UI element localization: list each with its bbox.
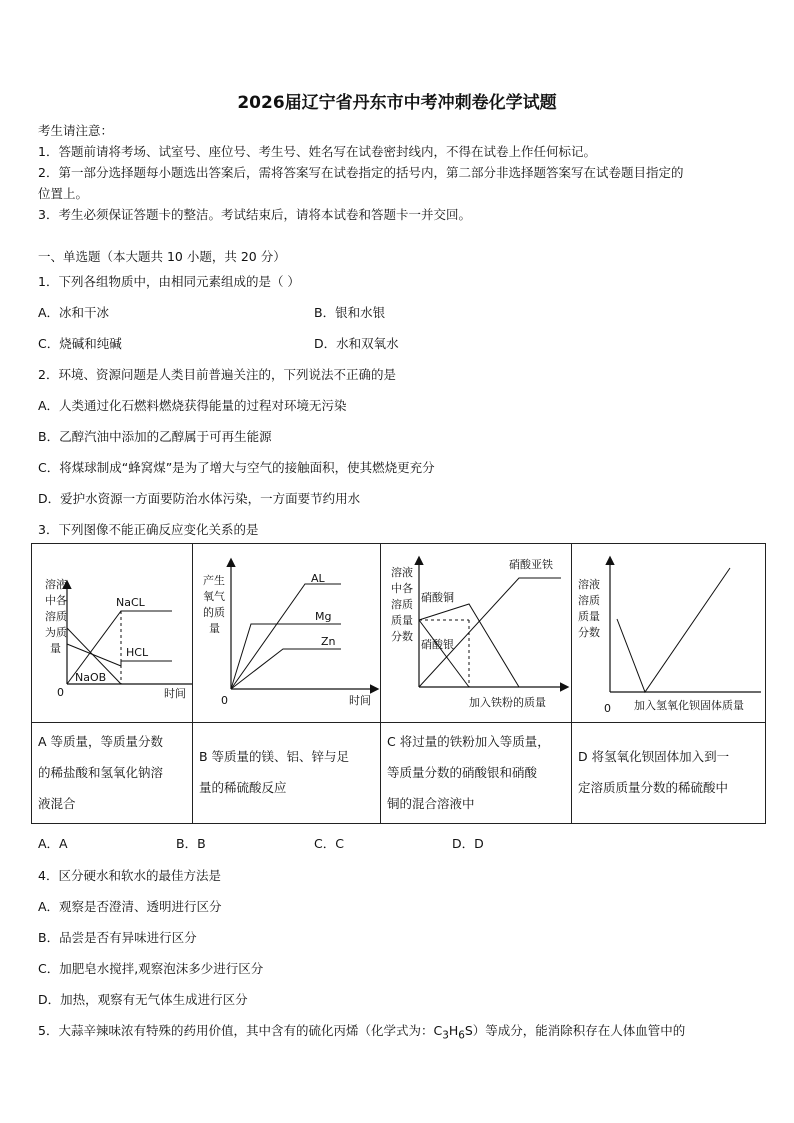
graph-d-ylabel-0: 溶液 — [578, 578, 600, 591]
caption-a — [32, 723, 193, 824]
q2-option-a: A．人类通过化石燃料燃烧获得能量的过程对环境无污染 — [38, 398, 347, 413]
graph-b-ylabel-2: 的质 — [203, 606, 225, 619]
q5-stem-pre: 5．大蒜辛辣味浓有特殊的药用价值，其中含有的硫化丙烯（化学式为：C — [38, 1023, 443, 1038]
graph-a-origin: 0 — [57, 686, 64, 699]
caption-a-line-3: 液混合 — [38, 796, 76, 811]
graph-d-ylabel-1: 溶质 — [578, 594, 600, 607]
caption-a-line-1: A 等质量，等质量分数 — [38, 734, 164, 749]
graph-d-ylabel-3: 分数 — [578, 626, 600, 639]
graph-d-cell — [572, 544, 766, 723]
graph-d — [572, 544, 765, 722]
graph-c-ylabel-1: 中各 — [391, 582, 413, 595]
caption-d-line-1: D 将氢氧化钡固体加入到一 — [578, 749, 730, 764]
graph-a-cell — [32, 544, 193, 723]
graph-d-ylabel-2: 质量 — [578, 610, 600, 623]
graph-b — [193, 544, 380, 722]
q2-option-d: D．爱护水资源一方面要防治水体污染，一方面要节约用水 — [38, 491, 361, 506]
graph-d-origin: 0 — [604, 702, 611, 715]
notice-item-2: 2．第一部分选择题每小题选出答案后，需将答案写在试卷指定的括号内，第二部分非选择题答案写在试卷题目指定的 — [38, 165, 684, 180]
caption-d — [572, 723, 766, 824]
q4-option-c: C．加肥皂水搅拌,观察泡沫多少进行区分 — [38, 961, 264, 976]
graph-a-label-nacl: NaCL — [116, 596, 145, 609]
q3-option-c: C．C — [314, 836, 344, 851]
graph-a-ylabel-3: 为质 — [45, 626, 67, 639]
graph-c-xlabel: 加入铁粉的质量 — [469, 696, 546, 709]
q3-figure-table — [31, 543, 766, 824]
caption-c-line-3: 铜的混合溶液中 — [387, 796, 475, 811]
q3-option-a: A．A — [38, 836, 68, 851]
q5-sub-1: 3 — [442, 1029, 449, 1042]
graph-b-xlabel: 时间 — [349, 694, 371, 707]
graph-b-cell — [193, 544, 381, 723]
graph-c-ylabel-4: 分数 — [391, 630, 413, 643]
graph-a-label-naoh: NaOB — [75, 671, 107, 684]
graph-c-ylabel-0: 溶液 — [391, 566, 413, 579]
q5-sub-2: 6 — [458, 1029, 465, 1042]
q1-option-c: C．烧碱和纯碱 — [38, 336, 122, 351]
graph-a-ylabel-0: 溶液 — [45, 578, 67, 591]
q1-option-a: A．冰和干冰 — [38, 305, 110, 320]
graph-c-label-fe-nitrate: 硝酸亚铁 — [509, 558, 553, 571]
q4-stem: 4．区分硬水和软水的最佳方法是 — [38, 868, 221, 883]
graph-a-ylabel-4: 量 — [50, 642, 61, 655]
page-title: 2026届辽宁省丹东市中考冲刺卷化学试题 — [237, 93, 557, 113]
graph-b-ylabel-0: 产生 — [203, 574, 225, 587]
graph-a — [32, 544, 192, 722]
graph-b-ylabel-3: 量 — [209, 622, 220, 635]
graph-c-ylabel-2: 溶质 — [391, 598, 413, 611]
graph-a-ylabel-1: 中各 — [45, 594, 67, 607]
q4-option-a: A．观察是否澄清、透明进行区分 — [38, 899, 222, 914]
q2-option-b: B．乙醇汽油中添加的乙醇属于可再生能源 — [38, 429, 272, 444]
graph-c-label-ag-nitrate: 硝酸银 — [421, 638, 454, 651]
graph-c-line-ag-nitrate — [419, 620, 469, 687]
graph-d-line — [617, 568, 730, 692]
graph-b-line-mg — [231, 624, 341, 689]
notice-header: 考生请注意： — [38, 123, 114, 138]
q5-stem — [38, 1021, 685, 1042]
graph-a-ylabel-2: 溶质 — [45, 610, 67, 623]
graph-c-label-cu-nitrate: 硝酸铜 — [421, 591, 454, 604]
notice-item-2-cont: 位置上。 — [38, 186, 89, 201]
caption-a-line-2: 的稀盐酸和氢氧化钠溶 — [38, 765, 164, 780]
q5-stem-post: S）等成分，能消除积存在人体血管中的 — [464, 1023, 686, 1038]
graph-a-xlabel: 时间 — [164, 687, 186, 700]
q1-option-b: B．银和水银 — [314, 305, 386, 320]
q2-option-c: C．将煤球制成“蜂窝煤”是为了增大与空气的接触面积，使其燃烧更充分 — [38, 460, 435, 475]
graph-b-ylabel-1: 氧气 — [203, 590, 225, 603]
graph-d-xlabel: 加入氢氧化钡固体质量 — [634, 699, 744, 712]
q1-option-d: D．水和双氧水 — [314, 336, 399, 351]
graph-b-line-zn — [231, 649, 341, 689]
q3-option-d: D．D — [452, 836, 484, 851]
caption-b-line-1: B 等质量的镁、铝、锌与足 — [199, 749, 350, 764]
notice-item-3: 3．考生必须保证答题卡的整洁。考试结束后，请将本试卷和答题卡一并交回。 — [38, 207, 471, 222]
q5-stem-mid: H — [448, 1023, 459, 1038]
caption-c — [381, 723, 572, 824]
graph-a-line-hcl-after — [121, 661, 172, 666]
q3-stem: 3．下列图像不能正确反应变化关系的是 — [38, 522, 259, 537]
q2-stem: 2．环境、资源问题是人类目前普遍关注的，下列说法不正确的是 — [38, 367, 396, 382]
graph-b-label-mg: Mg — [315, 610, 332, 623]
graph-b-origin: 0 — [221, 694, 228, 707]
q4-option-d: D．加热，观察有无气体生成进行区分 — [38, 992, 248, 1007]
caption-b — [193, 723, 381, 824]
caption-d-line-2: 定溶质质量分数的稀硫酸中 — [578, 780, 729, 795]
section-heading: 一、单选题（本大题共 10 小题，共 20 分） — [38, 249, 286, 264]
q4-option-b: B．品尝是否有异味进行区分 — [38, 930, 197, 945]
caption-c-line-1: C 将过量的铁粉加入等质量， — [387, 734, 550, 749]
caption-c-line-2: 等质量分数的硝酸银和硝酸 — [387, 765, 538, 780]
graph-c-cell — [381, 544, 572, 723]
q3-option-b: B．B — [176, 836, 206, 851]
graph-a-label-hcl: HCL — [126, 646, 149, 659]
graph-b-label-al: AL — [311, 572, 325, 585]
graph-c — [381, 544, 571, 722]
graph-b-label-zn: Zn — [321, 635, 336, 648]
graph-c-ylabel-3: 质量 — [391, 614, 413, 627]
notice-item-1: 1．答题前请将考场、试室号、座位号、考生号、姓名写在试卷密封线内，不得在试卷上作任何标记。 — [38, 144, 596, 159]
q1-stem: 1．下列各组物质中，由相同元素组成的是（ ） — [38, 274, 300, 289]
caption-b-line-2: 量的稀硫酸反应 — [199, 780, 287, 795]
